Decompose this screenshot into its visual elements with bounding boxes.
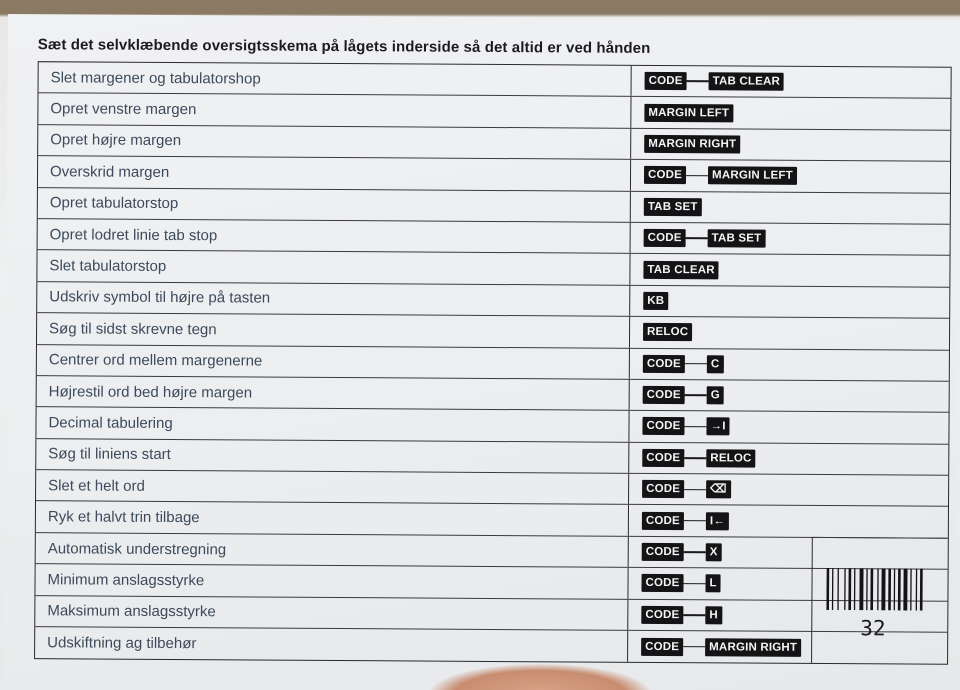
key-sequence	[631, 160, 950, 192]
function-label: Opret venstre margen	[38, 94, 631, 128]
function-label: Opret tabulatorstop	[38, 188, 631, 222]
key-sequence	[630, 380, 949, 412]
key-connector	[684, 520, 706, 522]
function-label: Udskriv symbol til højre på tasten	[37, 282, 630, 316]
key-cap: C	[707, 355, 724, 373]
key-sequence	[628, 568, 947, 600]
key-sequence	[629, 474, 948, 506]
function-label: Slet et helt ord	[36, 470, 629, 504]
key-sequence	[628, 599, 947, 631]
key-cap: CODE	[643, 386, 685, 404]
key-connector	[684, 551, 706, 553]
table-row	[35, 627, 947, 664]
key-cap: MARGIN RIGHT	[705, 638, 801, 657]
shortcut-table	[34, 61, 952, 665]
key-cap: I←	[706, 512, 729, 530]
key-sequence	[629, 442, 948, 474]
key-connector	[687, 81, 709, 83]
key-connector	[686, 238, 708, 240]
key-cap: CODE	[644, 166, 686, 184]
function-label: Slet tabulatorstop	[37, 251, 630, 285]
function-label: Opret højre margen	[38, 125, 631, 159]
key-sequence	[629, 411, 948, 443]
key-connector	[683, 646, 705, 648]
key-sequence	[631, 129, 950, 161]
key-connector	[685, 363, 707, 365]
card-heading: Sæt det selvklæbende oversigtsskema på lågets inderside så det altid er ved hånden	[37, 36, 651, 57]
key-cap: CODE	[642, 417, 684, 435]
function-label: Minimum anslagsstyrke	[35, 564, 628, 598]
function-label: Ryk et halvt trin tilbage	[36, 502, 629, 536]
key-cap: CODE	[642, 512, 684, 530]
key-cap: CODE	[644, 229, 686, 247]
key-sequence	[631, 223, 950, 255]
key-connector	[684, 489, 706, 491]
function-label: Centrer ord mellem margenerne	[37, 345, 630, 379]
key-cap: KB	[643, 292, 668, 310]
key-cap: CODE	[642, 480, 684, 498]
key-cap: ⌫	[706, 481, 731, 499]
key-cap: TAB SET	[708, 229, 766, 247]
key-cap: MARGIN RIGHT	[644, 135, 740, 154]
key-sequence	[630, 254, 949, 286]
key-connector	[683, 614, 705, 616]
key-cap: RELOC	[643, 323, 692, 341]
key-connector	[686, 175, 708, 177]
key-sequence	[631, 191, 950, 223]
key-cap: G	[707, 386, 724, 404]
key-cap: L	[706, 575, 721, 593]
key-sequence	[630, 317, 949, 349]
key-cap: X	[706, 543, 722, 561]
key-sequence	[628, 631, 947, 664]
function-label: Decimal tabulering	[36, 407, 629, 441]
function-label: Opret lodret linie tab stop	[38, 219, 631, 253]
key-connector	[684, 457, 706, 459]
reference-card	[4, 14, 960, 690]
key-cap: →I	[706, 418, 729, 436]
key-cap: CODE	[641, 638, 683, 656]
key-connector	[685, 394, 707, 396]
function-label: Højrestil ord bed højre margen	[37, 376, 630, 410]
key-connector	[685, 426, 707, 428]
key-cap: TAB SET	[644, 198, 702, 216]
key-cap: MARGIN LEFT	[708, 167, 797, 186]
function-label: Automatisk understregning	[36, 533, 629, 567]
key-cap: RELOC	[706, 449, 755, 467]
key-cap: CODE	[641, 606, 683, 624]
key-cap: TAB CLEAR	[643, 260, 718, 278]
key-sequence	[630, 286, 949, 318]
key-sequence	[632, 66, 951, 98]
function-label: Søg til liniens start	[36, 439, 629, 473]
key-sequence	[631, 97, 950, 129]
key-cap: H	[705, 606, 722, 624]
key-sequence	[630, 348, 949, 380]
key-cap: MARGIN LEFT	[644, 103, 733, 122]
key-cap: TAB CLEAR	[709, 72, 784, 90]
key-cap: CODE	[643, 355, 685, 373]
key-cap: CODE	[645, 72, 687, 90]
function-label: Overskrid margen	[38, 156, 631, 190]
key-cap: CODE	[642, 543, 684, 561]
barcode-number: 32	[860, 616, 886, 641]
key-connector	[684, 583, 706, 585]
function-label: Slet margener og tabulatorshop	[39, 62, 632, 96]
key-sequence	[629, 505, 948, 537]
key-cap: CODE	[642, 449, 684, 467]
key-cap: CODE	[641, 574, 683, 592]
function-label: Udskiftning ag tilbehør	[35, 627, 628, 662]
function-label: Maksimum anslagsstyrke	[35, 596, 628, 630]
function-label: Søg til sidst skrevne tegn	[37, 313, 630, 347]
